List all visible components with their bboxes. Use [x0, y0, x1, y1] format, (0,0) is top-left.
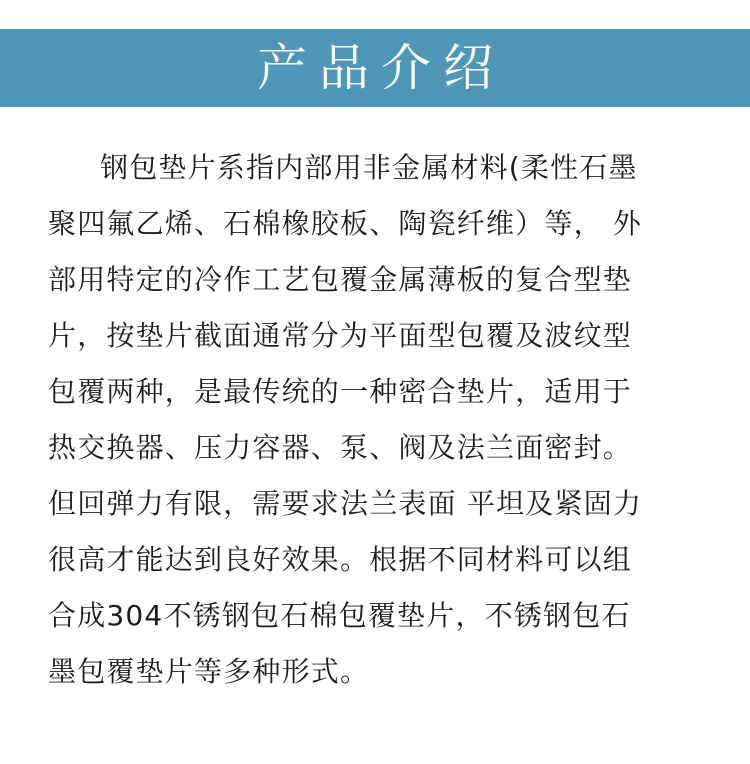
description-line: 部用特定的冷作工艺包覆金属薄板的复合型垫 [48, 263, 633, 296]
page-title: 产品介绍 [257, 39, 505, 97]
description-line: 但回弹力有限，需要求法兰表面 平坦及紧固力 [48, 487, 643, 520]
description-line: 片，按垫片截面通常分为平面型包覆及波纹型 [48, 319, 633, 352]
description-line: 包覆两种，是最传统的一种密合垫片，适用于 [48, 375, 633, 408]
product-description [48, 140, 708, 700]
header-banner [0, 29, 750, 107]
description-line: 合成304不锈钢包石棉包覆垫片，不锈钢包石 [48, 599, 631, 632]
description-line: 很高才能达到良好效果。根据不同材料可以组 [48, 543, 633, 576]
description-line: 热交换器、压力容器、泵、阀及法兰面密封。 [48, 431, 633, 464]
description-line: 墨包覆垫片等多种形式。 [48, 655, 370, 688]
description-line: 钢包垫片系指内部用非金属材料(柔性石墨 [100, 151, 638, 184]
description-line: 聚四氟乙烯、石棉橡胶板、陶瓷纤维）等， 外 [48, 207, 643, 240]
